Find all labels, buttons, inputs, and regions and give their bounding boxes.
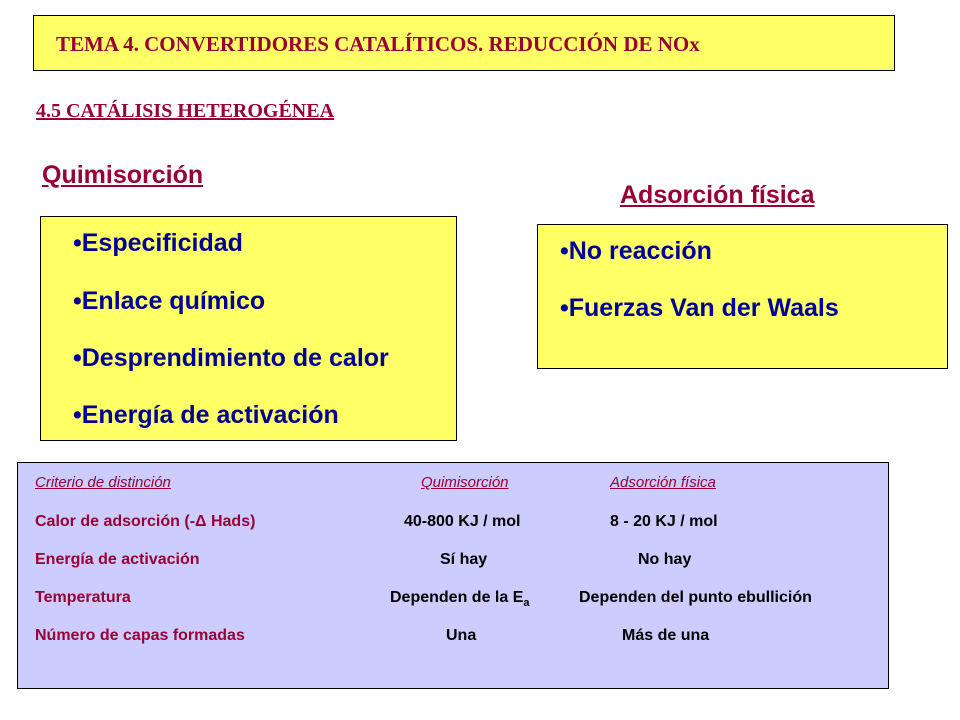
row-temperatura-fisica: Dependen del punto ebullición: [579, 589, 812, 606]
row-energia-label: Energía de activación: [35, 551, 200, 568]
bullet-energia-activacion: •Energía de activación: [73, 401, 339, 429]
row-energia-quimi: Sí hay: [440, 551, 488, 568]
adsorcion-fisica-heading: Adsorción física: [620, 181, 815, 209]
row-temperatura-quimi-sub: a: [523, 597, 530, 610]
row-capas-label: Número de capas formadas: [35, 627, 245, 644]
header-quimisorcion: Quimisorción: [421, 474, 509, 491]
row-capas-fisica: Más de una: [622, 627, 710, 644]
bullet-especificidad: •Especificidad: [73, 229, 243, 257]
header-criterio: Criterio de distinción: [35, 474, 171, 491]
row-calor-label: Calor de adsorción (-Δ Hads): [35, 513, 256, 530]
row-temperatura-label: Temperatura: [35, 589, 131, 606]
bullet-fuerzas-van-der-waals: •Fuerzas Van der Waals: [560, 294, 839, 322]
header-adsorcion-fisica: Adsorción física: [610, 474, 716, 491]
row-calor-fisica: 8 - 20 KJ / mol: [610, 513, 718, 530]
adsorcion-fisica-box: [537, 224, 948, 369]
row-temperatura-quimi-text: Dependen de la E: [390, 589, 524, 606]
bullet-no-reaccion: •No reacción: [560, 237, 712, 265]
title-box: [33, 15, 895, 71]
row-calor-quimi: 40-800 KJ / mol: [404, 513, 521, 530]
page-title: TEMA 4. CONVERTIDORES CATALÍTICOS. REDUCCIÓN DE NOx: [56, 32, 700, 56]
bullet-enlace-quimico: •Enlace químico: [73, 287, 266, 315]
row-capas-quimi: Una: [446, 627, 477, 644]
row-temperatura-quimi: [390, 589, 530, 609]
quimisorcion-box: [40, 216, 457, 441]
comparison-table: [17, 462, 889, 689]
quimisorcion-heading: Quimisorción: [42, 161, 204, 189]
section-subtitle: 4.5 CATÁLISIS HETEROGÉNEA: [36, 100, 335, 122]
row-energia-fisica: No hay: [638, 551, 692, 568]
bullet-desprendimiento-calor: •Desprendimiento de calor: [73, 344, 389, 372]
